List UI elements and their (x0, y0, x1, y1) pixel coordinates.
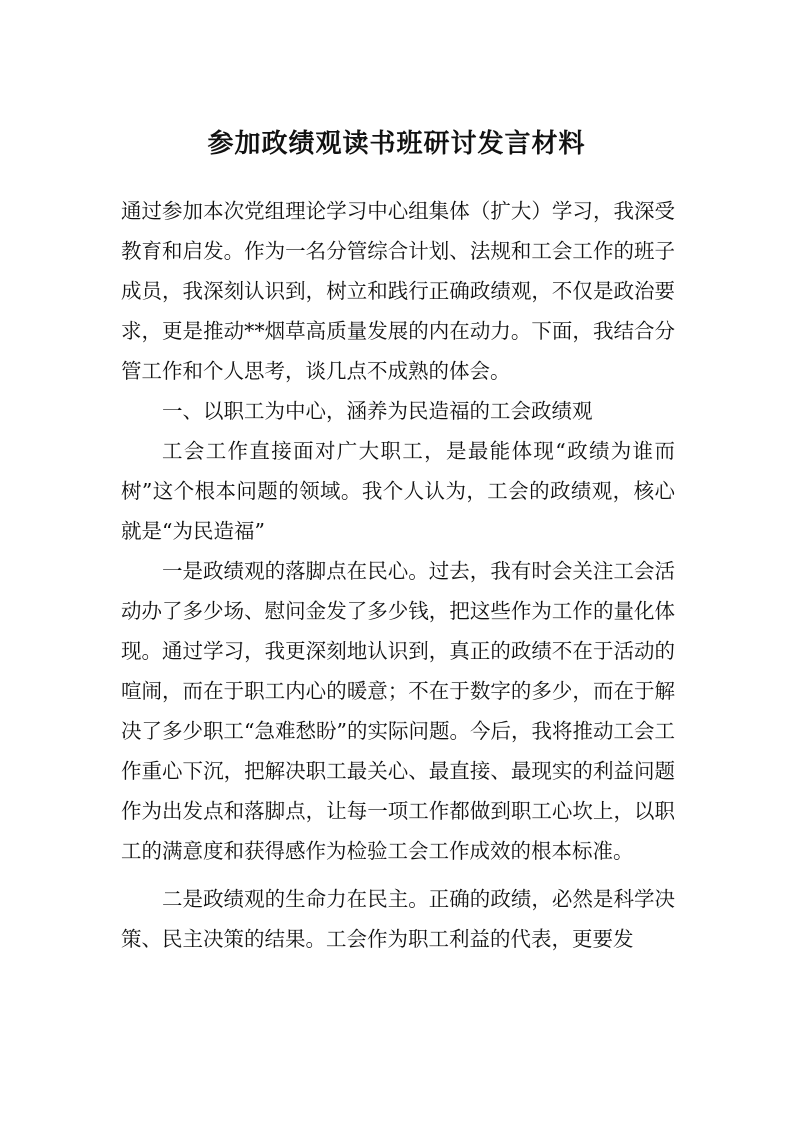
document-title: 参加政绩观读书班研讨发言材料 (207, 129, 586, 159)
paragraph-intro: 通过参加本次党组理论学习中心组集体（扩大）学习，我深受教育和启发。作为一名分管综合计划、法规和工会工作的班子成员，我深刻认识到，树立和践行正确政绩观，不仅是政治要求，更是推动**烟草高质量发展的内在动力。下面，我结合分管工作和个人思考，谈几点不成熟的体会。 (121, 199, 675, 383)
document-body (121, 191, 675, 959)
paragraph-section-intro: 工会工作直接面对广大职工，是最能体现“政绩为谁而树”这个根本问题的领域。我个人认为，工会的政绩观，核心就是“为民造福” (121, 439, 675, 543)
paragraph-point-2: 二是政绩观的生命力在民主。正确的政绩，必然是科学决策、民主决策的结果。工会作为职工利益的代表，更要发 (121, 887, 675, 951)
section-heading-1: 一、以职工为中心，涵养为民造福的工会政绩观 (162, 399, 593, 423)
paragraph-point-1: 一是政绩观的落脚点在民心。过去，我有时会关注工会活动办了多少场、慰问金发了多少钱，把这些作为工作的量化体现。通过学习，我更深刻地认识到，真正的政绩不在于活动的喧闹，而在于职工内心的暖意；不在于数字的多少，而在于解决了多少职工“急难愁盼”的实际问题。今后，我将推动工会工作重心下沉，把解决职工最关心、最直接、最现实的利益问题作为出发点和落脚点，让每一项工作都做到职工心坎上，以职工的满意度和获得感作为检验工会工作成效的根本标准。 (121, 559, 675, 863)
